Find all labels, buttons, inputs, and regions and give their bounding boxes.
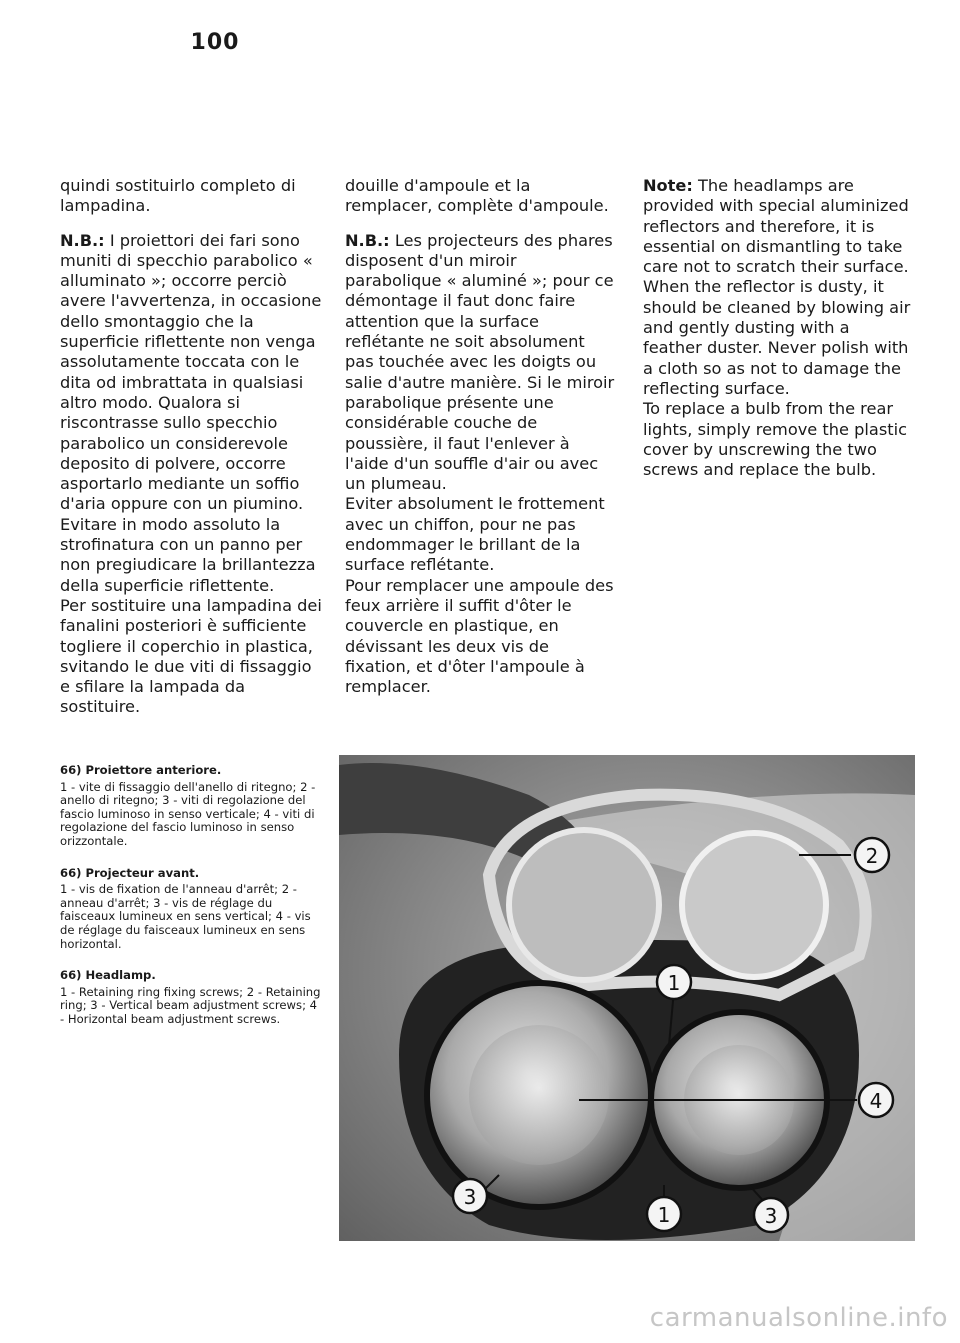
caption-italian xyxy=(60,764,323,849)
fr-nb-paragraph xyxy=(345,231,617,495)
caption-title: 66) Projecteur avant. xyxy=(60,865,200,880)
en-note-paragraph xyxy=(643,176,913,399)
it-nb-text: I proiettori dei fari sono muniti di specchio parabolico « alluminato »; occorre perciò avere l'avvertenza, in occasione dello smontaggio che la superficie riflettente non venga assolutamente toccata con le dita od imbrattata in qualsiasi altro modo. Qualora si riscontrasse sullo specchio parabolico un considerevole deposito di polvere, occorre asportarlo mediante un soffio d'aria oppure con un piumino. Evitare in modo assoluto la strofinatura con un panno per non pregiudicare la brillantezza della superficie riflettente. xyxy=(60,230,322,595)
it-nb-label: N.B.: xyxy=(60,230,105,250)
callout-label: 1 xyxy=(657,1203,671,1227)
callout-label: 3 xyxy=(764,1204,778,1228)
it-paragraph-3: Per sostituire una lampadina dei fanalini posteriori è sufficiente togliere il coperchio in plastica, svitando le due viti di fissaggio e sfilare la lampada da sostituire. xyxy=(60,595,322,717)
headlamp-photo xyxy=(339,755,915,1241)
callout-label: 1 xyxy=(667,971,681,995)
headlamp-illustration xyxy=(339,755,915,1241)
watermark: carmanualsonline.info xyxy=(649,1303,948,1333)
fr-paragraph-1: douille d'ampoule et la remplacer, complète d'ampoule. xyxy=(345,176,609,216)
callout-label: 2 xyxy=(865,844,879,868)
en-paragraph-2: To replace a bulb from the rear lights, simply remove the plastic cover by unscrewing the two screws and replace the bulb. xyxy=(643,399,907,480)
fr-paragraph-4: Pour remplacer une ampoule des feux arrière il suffit d'ôter le couvercle en plastique, en dévissant les deux vis de fixation, et d'ôter l'ampoule à remplacer. xyxy=(345,575,614,697)
caption-english xyxy=(60,969,323,1026)
fr-paragraph-3: Eviter absolument le frottement avec un chiffon, pour ne pas endommager le brillant de la surface reflétante. xyxy=(345,494,605,575)
callout-label: 4 xyxy=(869,1089,883,1113)
callout-4 xyxy=(859,1083,893,1117)
caption-text: 1 - vis de fixation de l'anneau d'arrêt; 2 - anneau d'arrêt; 3 - vis de réglage du faisceaux lumineux en sens vertical; 4 - vis de réglage du faisceaux lumineux en sens horizontal. xyxy=(60,882,311,951)
english-text-column xyxy=(643,176,913,494)
caption-title: 66) Proiettore anteriore. xyxy=(60,763,222,777)
it-paragraph-1: quindi sostituirlo completo di lampadina. xyxy=(60,176,296,216)
figure-captions xyxy=(60,764,323,1045)
caption-french xyxy=(60,867,323,952)
italian-text-column xyxy=(60,176,322,732)
callout-label: 3 xyxy=(463,1185,477,1209)
fr-nb-text: Les projecteurs des phares disposent d'un miroir parabolique « aluminé »; pour ce démontage il faut donc faire attention que la surface reflétante ne soit absolument pas touchée avec les doigts ou salie d'autre manière. Si le miroir parabolique présente une considérable couche de poussière, il faut l'enlever à l'aide d'un souffle d'air ou avec un plumeau. xyxy=(345,230,615,494)
en-note-text: The headlamps are provided with special aluminized reflectors and therefore, it is essential on dismantling to take care not to scratch their surface. When the reflector is dusty, it should be cleaned by blowing air and gently dusting with a feather duster. Never polish with a cloth so as not to damage the reflecting surface. xyxy=(643,176,911,398)
caption-title: 66) Headlamp. xyxy=(60,968,156,983)
caption-text: 1 - Retaining ring fixing screws; 2 - Retaining ring; 3 - Vertical beam adjustment screws; 4 - Horizontal beam adjustment screws. xyxy=(60,984,321,1026)
french-text-column xyxy=(345,176,617,711)
it-nb-paragraph xyxy=(60,231,322,596)
callout-1-top xyxy=(657,965,691,999)
callout-1-bottom xyxy=(647,1197,681,1231)
en-note-label: Note: xyxy=(643,176,693,195)
callout-3-left xyxy=(453,1179,487,1213)
callout-2 xyxy=(855,838,889,872)
callout-3-right xyxy=(754,1198,788,1232)
fr-nb-label: N.B.: xyxy=(345,230,390,250)
caption-text: 1 - vite di fissaggio dell'anello di ritegno; 2 - anello di ritegno; 3 - viti di regolazione del fascio luminoso in senso verticale; 4 - viti di regolazione del fascio luminoso in senso orizzontale. xyxy=(60,779,316,848)
page-number: 100 xyxy=(190,30,240,55)
